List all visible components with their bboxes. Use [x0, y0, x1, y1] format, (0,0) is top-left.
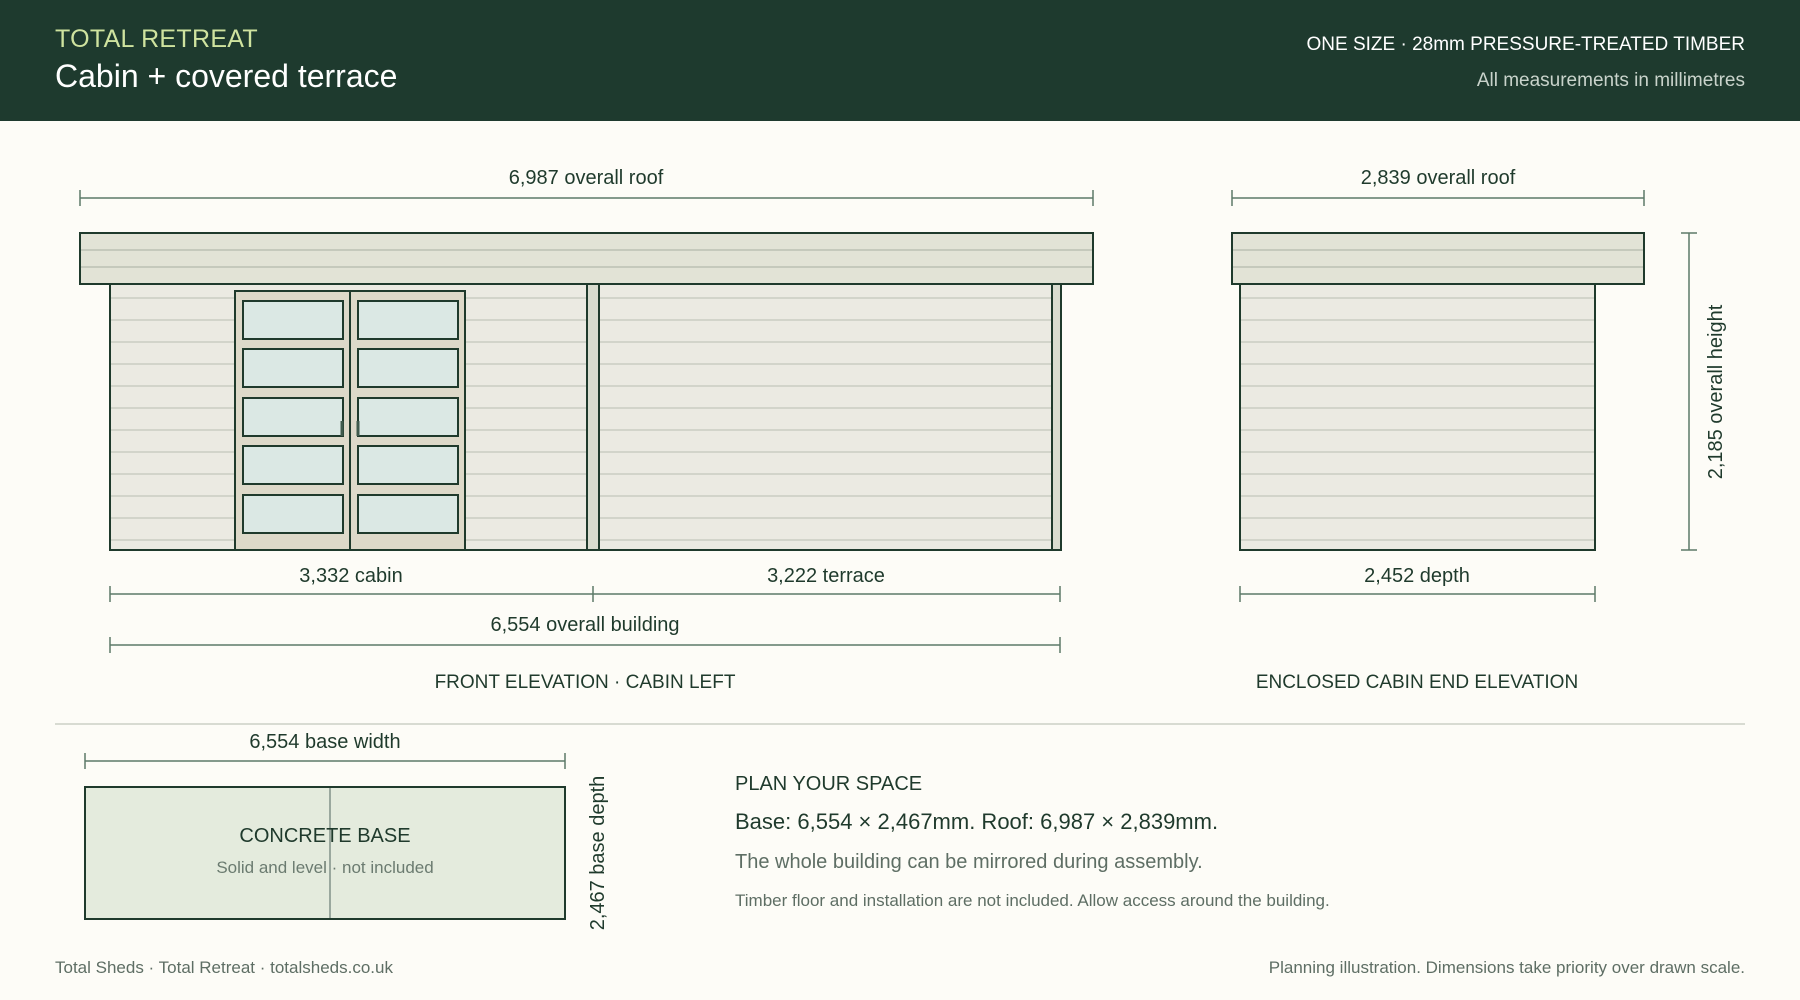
depth-dimension-line: [1240, 586, 1595, 602]
end-roof-dimension-line: [1232, 190, 1644, 206]
depth-dimension: 2,452 depth: [1364, 565, 1470, 587]
base-width-dimension: 6,554 base width: [249, 731, 401, 753]
building-dimension: 6,554 overall building: [490, 614, 680, 636]
terrace-post-middle: [587, 284, 599, 550]
base-plan: [85, 731, 609, 930]
height-dimension: 2,185 overall height: [1705, 304, 1727, 480]
front-roof-dimension: 6,987 overall roof: [508, 167, 664, 189]
plan-mirror-note: The whole building can be mirrored during assembly.: [735, 851, 1203, 873]
end-elevation-caption: ENCLOSED CABIN END ELEVATION: [1255, 672, 1579, 693]
end-wall: [1240, 284, 1595, 550]
concrete-base: [85, 787, 565, 919]
footer-credit: Total Sheds · Total Retreat · totalsheds.co.uk: [55, 958, 393, 977]
plan-exclusions-note: Timber floor and installation are not included. Allow access around the building.: [735, 891, 1330, 910]
double-doors: [235, 291, 465, 550]
base-depth-dimension: 2,467 base depth: [587, 775, 609, 931]
spec-text: ONE SIZE · 28mm PRESSURE-TREATED TIMBER: [1306, 34, 1745, 55]
footer-disclaimer: Planning illustration. Dimensions take priority over drawn scale.: [1268, 958, 1745, 977]
end-roof: [1232, 233, 1644, 284]
end-elevation: [1232, 167, 1727, 693]
building-dimension-line: [110, 637, 1060, 653]
terrace-post-end: [1052, 284, 1061, 550]
front-roof-dimension-line: [80, 190, 1093, 206]
base-sublabel: Solid and level · not included: [216, 858, 434, 877]
plan-heading: PLAN YOUR SPACE: [735, 773, 923, 795]
height-dimension-line: [1681, 233, 1697, 550]
plan-summary: Base: 6,554 × 2,467mm. Roof: 6,987 × 2,839mm.: [735, 809, 1219, 834]
brand-name: TOTAL RETREAT: [55, 25, 258, 53]
terrace-dimension: 3,222 terrace: [767, 565, 885, 587]
units-note: All measurements in millimetres: [1476, 70, 1745, 91]
front-roof: [80, 233, 1093, 284]
base-label: CONCRETE BASE: [239, 825, 411, 847]
front-elevation: [80, 167, 1093, 693]
cabin-terrace-dimension-line: [110, 586, 1060, 602]
front-elevation-caption: FRONT ELEVATION · CABIN LEFT: [434, 672, 736, 693]
page-title: Cabin + covered terrace: [55, 58, 398, 94]
cabin-dimension: 3,332 cabin: [299, 565, 403, 587]
end-roof-dimension: 2,839 overall roof: [1360, 167, 1516, 189]
base-width-dimension-line: [85, 753, 565, 769]
